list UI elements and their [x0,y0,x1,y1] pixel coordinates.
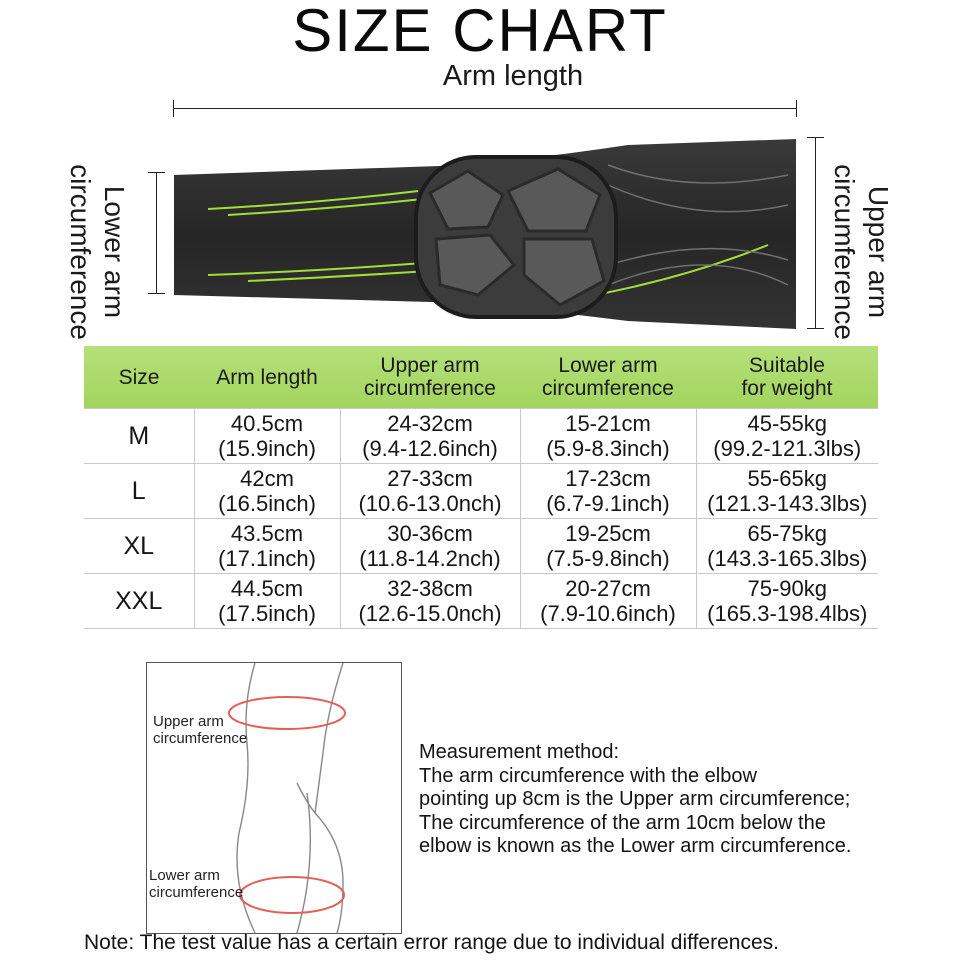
table-row [84,574,878,629]
cell-arm-length: 44.5cm (17.5inch) [194,574,340,629]
cell-lower-arm: 17-23cm (6.7-9.1inch) [520,464,696,519]
cell-upper-arm: 27-33cm (10.6-13.0nch) [340,464,520,519]
cell-arm-length: 42cm (16.5inch) [194,464,340,519]
lower-arm-dimension-line [156,172,157,294]
table-header-row [84,346,878,409]
method-line: The arm circumference with the elbow [419,764,757,787]
lower-arm-label-line2: circumference [65,164,96,340]
cell-size: XXL [84,574,194,629]
diagram-upper-arm-label: Upper arm circumference [153,713,248,747]
cell-lower-arm: 19-25cm (7.5-9.8inch) [520,519,696,574]
header-weight: Suitable for weight [696,346,878,409]
arm-sleeve-image [168,135,800,333]
cell-upper-arm: 30-36cm (11.8-14.2nch) [340,519,520,574]
method-line: elbow is known as the Lower arm circumference. [419,835,852,857]
upper-arm-label-line2: circumference [829,164,860,340]
cell-lower-arm: 20-27cm (7.9-10.6inch) [520,574,696,629]
table-row [84,519,878,574]
cell-weight: 65-75kg (143.3-165.3lbs) [696,519,878,574]
cell-upper-arm: 32-38cm (12.6-15.0nch) [340,574,520,629]
arm-length-label: Arm length [442,60,584,92]
lower-arm-circumference-label [63,147,131,357]
table-row [84,409,878,464]
header-upper-arm: Upper arm circumference [340,346,520,409]
cell-size: L [84,464,194,519]
diagram-lower-arm-label: Lower arm circumference [149,867,244,901]
cell-arm-length: 40.5cm (15.9inch) [194,409,340,464]
lower-arm-label-line1: Lower arm [99,185,130,319]
cell-weight: 75-90kg (165.3-198.4lbs) [696,574,878,629]
method-line: Measurement method: [419,741,620,763]
lower-arm-circle [240,877,344,913]
cell-weight: 55-65kg (121.3-143.3lbs) [696,464,878,519]
upper-arm-dimension-line [815,137,816,329]
method-line: The circumference of the arm 10cm below the [419,811,826,834]
cell-lower-arm: 15-21cm (5.9-8.3inch) [520,409,696,464]
measurement-method-text [419,741,949,859]
header-size: Size [84,346,194,409]
page-title: SIZE CHART [292,0,668,64]
cell-weight: 45-55kg (99.2-121.3lbs) [696,409,878,464]
cell-upper-arm: 24-32cm (9.4-12.6inch) [340,409,520,464]
cell-size: M [84,409,194,464]
cell-arm-length: 43.5cm (17.1inch) [194,519,340,574]
header-arm-length: Arm length [194,346,340,409]
measurement-diagram [146,662,402,934]
header-lower-arm: Lower arm circumference [520,346,696,409]
error-range-note: Note: The test value has a certain error range due to individual differences. [84,931,779,954]
arm-length-dimension-line [173,108,797,109]
upper-arm-label-line1: Upper arm [863,185,894,319]
table-row [84,464,878,519]
size-table [84,346,878,629]
cell-size: XL [84,519,194,574]
upper-arm-circumference-label [827,147,895,357]
method-line: pointing up 8cm is the Upper arm circumference; [419,788,851,810]
